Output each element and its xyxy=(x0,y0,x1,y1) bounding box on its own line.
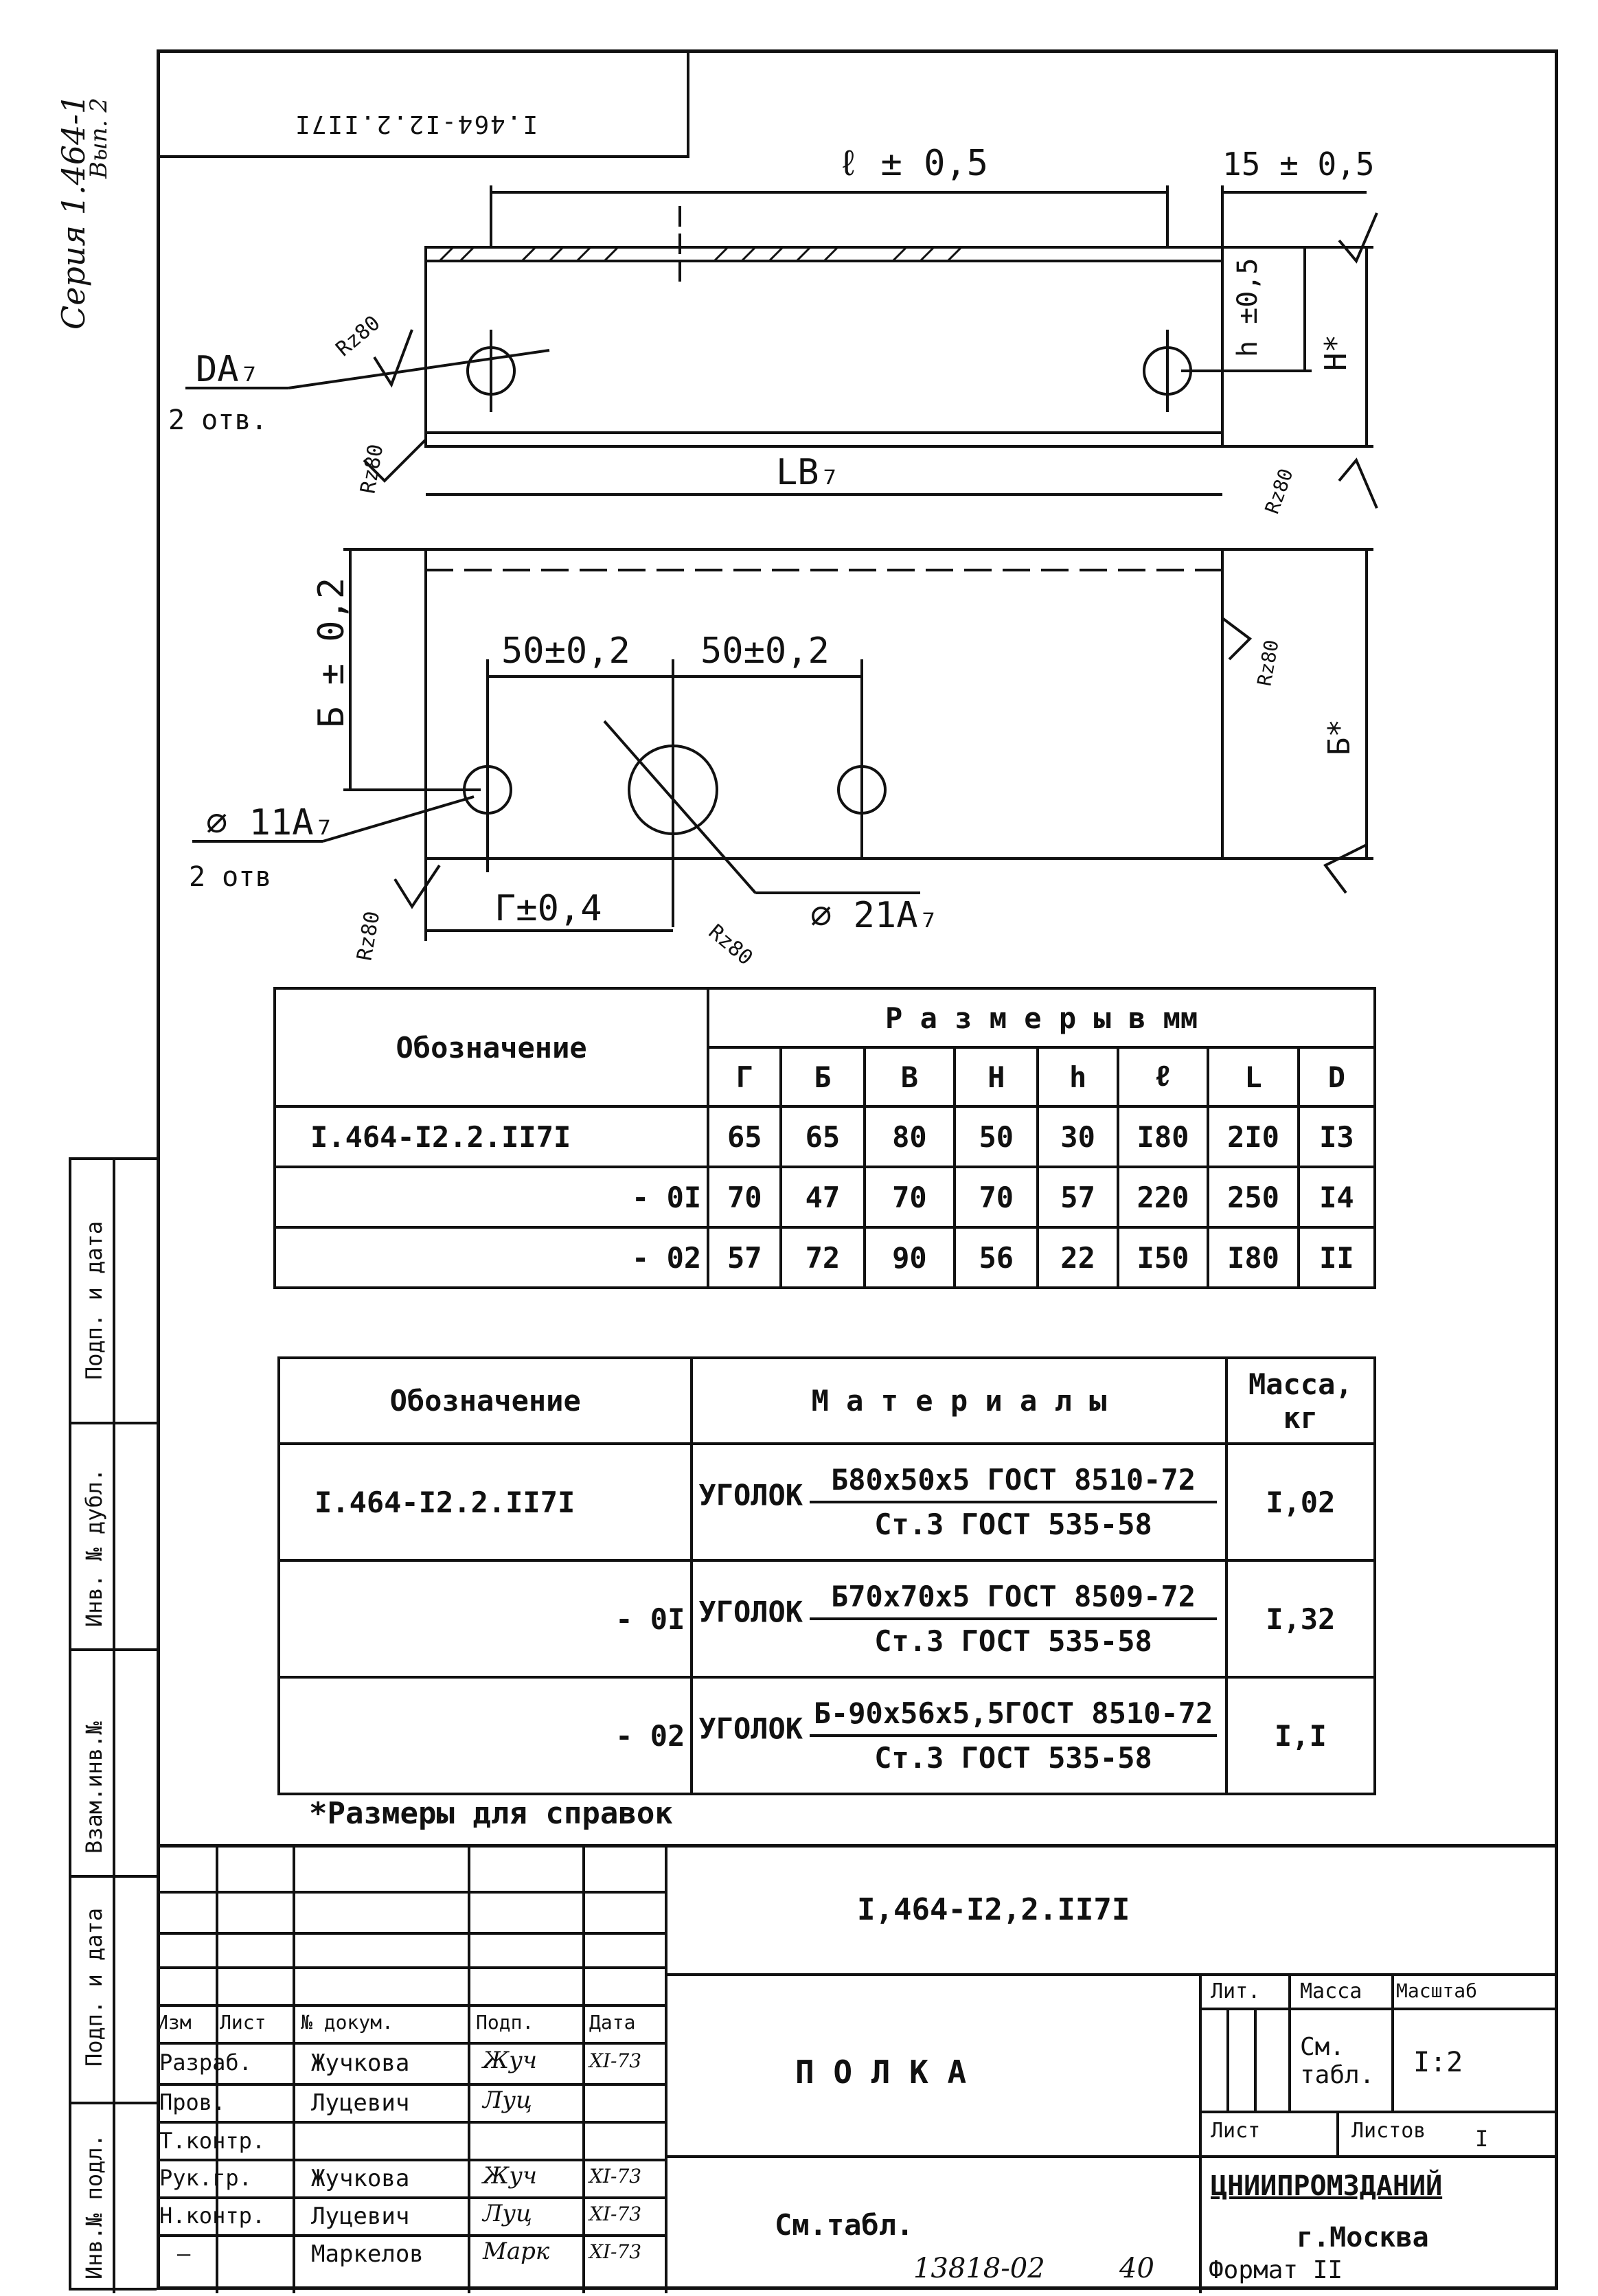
side-inv-podl: Инв.№ подл. xyxy=(81,2134,107,2280)
side-strip xyxy=(69,1157,157,2291)
tb-see-table: См.табл. xyxy=(775,2208,914,2242)
tb-mass-value: См. табл. xyxy=(1300,2033,1375,2089)
side-podp-data-2: Подп. и дата xyxy=(81,1907,107,2067)
materials-table xyxy=(277,1356,1376,1795)
tb-city: г.Москва xyxy=(1297,2222,1429,2253)
dims-col-b: Б xyxy=(781,1047,864,1106)
dim-B: Б ± 0,2 xyxy=(311,577,352,728)
tb-head-doc: № докум. xyxy=(301,2011,393,2034)
dimensions-table xyxy=(273,987,1376,1289)
tb-scale: Масштаб xyxy=(1396,1979,1478,2002)
mat-head-designation: Обозначение xyxy=(279,1358,692,1444)
hole-11-count: 2 отв xyxy=(189,861,272,893)
table-row: I.464-I2.2.II7I 65 65 80 50 30 I80 2I0 I3 xyxy=(275,1106,1375,1167)
tb-mass: Масса xyxy=(1300,1979,1362,2003)
tb-org: ЦНИИПРОМЗДАНИЙ xyxy=(1211,2170,1443,2202)
hole-11-label: ⌀ 11A₇ xyxy=(206,802,335,843)
dims-head-group: Р а з м е р ы в мм xyxy=(708,988,1375,1047)
dim-G: Г±0,4 xyxy=(494,888,602,929)
dim-50b: 50±0,2 xyxy=(700,630,830,672)
table-row: I.464-I2.2.II7I УГОЛОК Б80х50х5 ГОСТ 8510-72 Ст.3 ГОСТ 535-58 I,02 xyxy=(279,1444,1375,1560)
table-row: - 0I 70 47 70 70 57 220 250 I4 xyxy=(275,1167,1375,1227)
dims-col-n: Н xyxy=(955,1047,1038,1106)
rz80-4: Rz80 xyxy=(1253,638,1283,688)
mat-head-mass: Масса, кг xyxy=(1226,1358,1375,1444)
mat-head-materials: М а т е р и а л ы xyxy=(692,1358,1226,1444)
tb-scale-value: I:2 xyxy=(1413,2047,1463,2078)
dim-15: 15 ± 0,5 xyxy=(1222,146,1375,183)
table-row: - 0I УГОЛОК Б70х70х5 ГОСТ 8509-72 Ст.3 ГОСТ 535-58 I,32 xyxy=(279,1560,1375,1677)
hole-D-count: 2 отв. xyxy=(168,405,268,436)
dims-col-d: D xyxy=(1299,1047,1375,1106)
dims-col-l-small: ℓ xyxy=(1118,1047,1209,1106)
rz80-1: Rz80 xyxy=(331,310,385,362)
tb-head-date: Дата xyxy=(589,2011,636,2034)
issue-label: Вып. 2 xyxy=(85,98,113,179)
footer-format: Формат II xyxy=(1209,2256,1343,2284)
rz80-5: Rz80 xyxy=(352,909,385,963)
hole-21-label: ⌀ 21A₇ xyxy=(810,895,939,936)
rz80-2: Rz80 xyxy=(356,442,389,496)
part-top-view xyxy=(426,247,1222,446)
tb-sheet: Лист xyxy=(1211,2119,1261,2143)
tb-head-sign: Подп. xyxy=(476,2011,534,2034)
dims-head-designation: Обозначение xyxy=(275,988,708,1106)
tb-part-name: П О Л К А xyxy=(795,2054,967,2091)
footer-number: 13818-02 xyxy=(913,2253,1045,2284)
tb-head-izm: Изм xyxy=(157,2011,192,2034)
tb-sheets: Листов xyxy=(1351,2119,1426,2143)
table-row: - 02 УГОЛОК Б-90х56х5,5ГОСТ 8510-72 Ст.3 ГОСТ 535-58 I,I xyxy=(279,1677,1375,1794)
dims-col-g: Г xyxy=(708,1047,781,1106)
part-side-view xyxy=(426,549,1222,859)
rz80-3: Rz80 xyxy=(1260,465,1298,517)
reference-note: *Размеры для справок xyxy=(309,1796,673,1831)
tb-head-list: Лист xyxy=(220,2011,266,2034)
dim-H: H* xyxy=(1319,334,1354,371)
technical-drawing xyxy=(0,0,1598,989)
rz80-6: Rz80 xyxy=(703,920,757,970)
tb-sheets-value: I xyxy=(1475,2126,1489,2152)
dim-L: LB₇ xyxy=(776,452,841,493)
side-vzam-inv: Взам.инв.№ xyxy=(81,1721,107,1854)
title-block: I,464-I2,2.II7I П О Л К А См.табл. Лит. Масса Масштаб См. табл. I:2 Лист Листов I ЦНИИПРОМЗДАНИЙ г.Москва Изм Лист № докум. Подп. Дата Разраб. Жучкова Жуч XI-73 Пров. Луцевич Луц Т.контр. Рук.гр. Жучкова Жуч XI-73 Н.контр. Луцевич Луц XI-73 — Маркелов Марк XI-73 xyxy=(157,1844,1558,2290)
dims-col-l: L xyxy=(1208,1047,1299,1106)
dims-col-h: h xyxy=(1038,1047,1117,1106)
side-podp-data-1: Подп. и дата xyxy=(81,1220,107,1380)
series-label: Серия 1.464-1 xyxy=(55,93,92,330)
dim-h: h ±0,5 xyxy=(1232,258,1264,357)
side-inv-dubl: Инв. № дубл. xyxy=(81,1468,107,1627)
footer-page: 40 xyxy=(1119,2253,1154,2284)
dim-l: ℓ ± 0,5 xyxy=(838,143,989,184)
hole-D-label: DA₇ xyxy=(196,349,260,390)
dims-col-v: В xyxy=(865,1047,955,1106)
tb-lit: Лит. xyxy=(1211,1979,1261,2003)
tb-doc-code: I,464-I2,2.II7I xyxy=(857,1892,1130,1927)
top-stamp-code: I.464-I2.2.II7I xyxy=(294,110,538,138)
dim-B2: Б* xyxy=(1322,719,1357,755)
table-row: - 02 57 72 90 56 22 I50 I80 II xyxy=(275,1227,1375,1288)
dim-50a: 50±0,2 xyxy=(501,630,630,672)
